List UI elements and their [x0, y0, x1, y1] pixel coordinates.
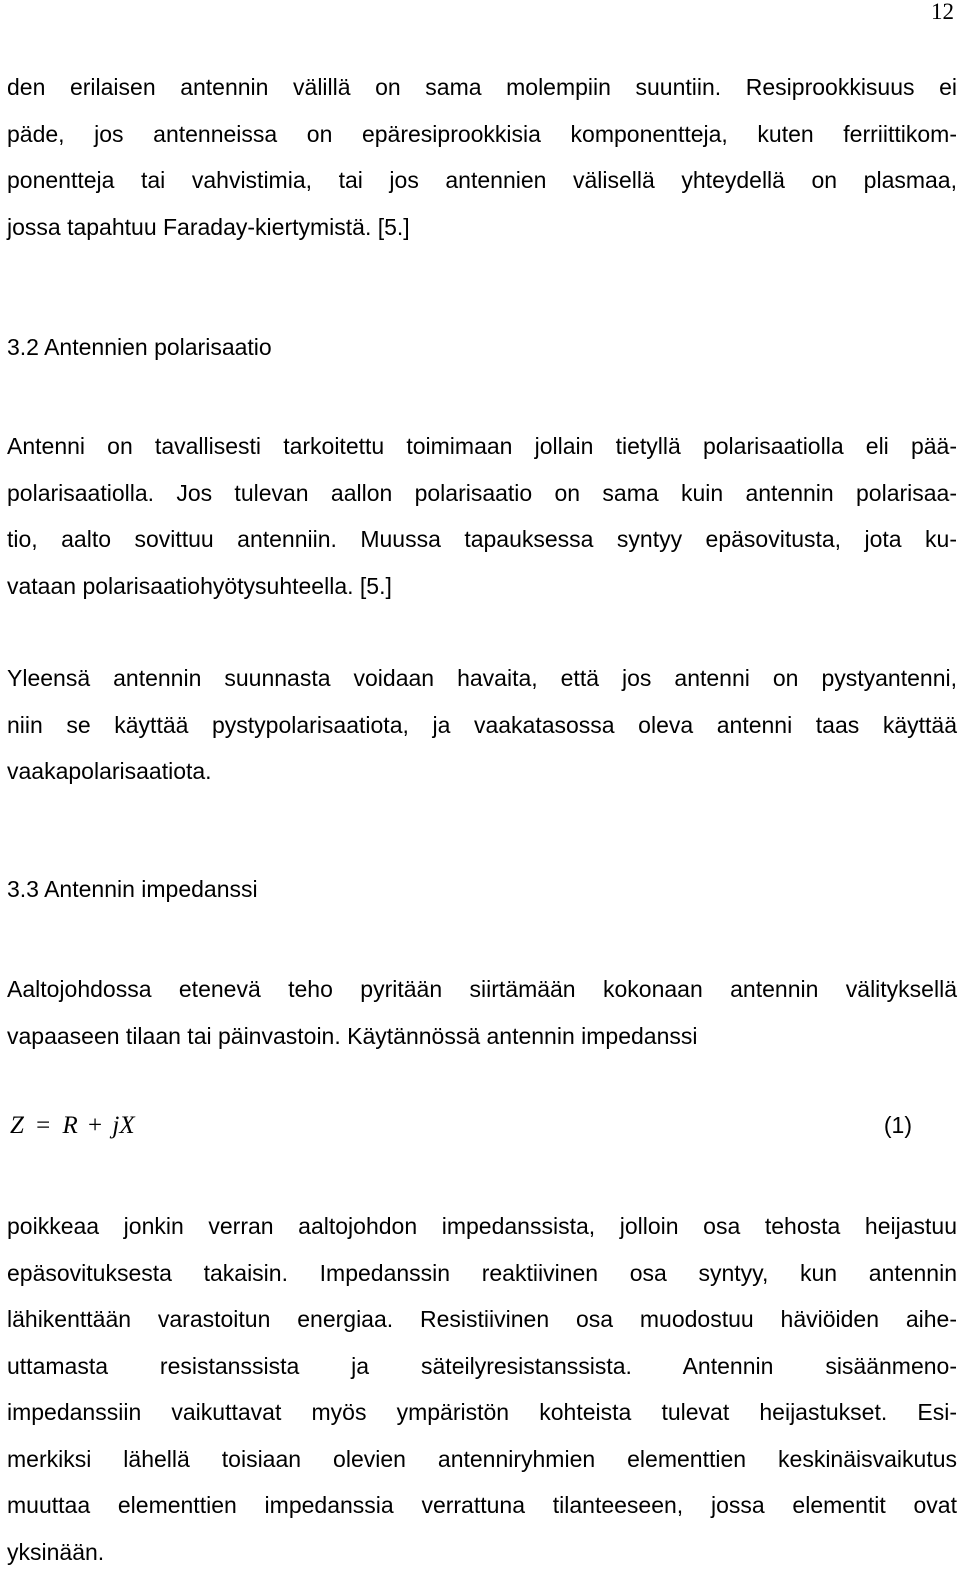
- paragraph-waveguide: [7, 966, 957, 1059]
- paragraph-reciprocity: [7, 64, 957, 250]
- text-line: niin se käyttää pystypolarisaatiota, ja vaakatasossa oleva antenni taas käyttää: [7, 702, 957, 749]
- text-line: vaakapolarisaatiota.: [7, 748, 957, 795]
- text-line: poikkeaa jonkin verran aaltojohdon impedanssista, jolloin osa tehosta heijastuu: [7, 1203, 957, 1250]
- section-heading-3-3: 3.3 Antennin impedanssi: [7, 874, 258, 904]
- equation-number: (1): [884, 1112, 912, 1139]
- equation-equals: =: [36, 1112, 50, 1139]
- equation-symbol-z: Z: [10, 1112, 24, 1139]
- text-line: lähikenttään varastoitun energiaa. Resistiivinen osa muodostuu häviöiden aihe-: [7, 1296, 957, 1343]
- text-line: impedanssiin vaikuttavat myös ympäristön kohteista tulevat heijastukset. Esi-: [7, 1389, 957, 1436]
- text-line: tio, aalto sovittuu antenniin. Muussa tapauksessa syntyy epäsovitusta, jota ku-: [7, 516, 957, 563]
- text-line: vapaaseen tilaan tai päinvastoin. Käytännössä antennin impedanssi: [7, 1013, 957, 1060]
- text-line: yksinään.: [7, 1529, 957, 1575]
- paragraph-direction: [7, 655, 957, 795]
- equation-symbol-jx: jX: [112, 1112, 134, 1139]
- text-line: polarisaatiolla. Jos tulevan aallon polarisaatio on sama kuin antennin polarisaa-: [7, 470, 957, 517]
- text-line: vataan polarisaatiohyötysuhteella. [5.]: [7, 563, 957, 610]
- equation-impedance: [7, 1110, 912, 1146]
- text-line: ponentteja tai vahvistimia, tai jos antennien välisellä yhteydellä on plasmaa,: [7, 157, 957, 204]
- equation-formula: [10, 1112, 135, 1140]
- text-line: den erilaisen antennin välillä on sama molempiin suuntiin. Resiprookkisuus ei: [7, 64, 957, 111]
- text-line: muuttaa elementtien impedanssia verrattuna tilanteeseen, jossa elementit ovat: [7, 1482, 957, 1529]
- text-line: Antenni on tavallisesti tarkoitettu toimimaan jollain tietyllä polarisaatiolla eli pää-: [7, 423, 957, 470]
- text-line: Aaltojohdossa etenevä teho pyritään siirtämään kokonaan antennin välityksellä: [7, 966, 957, 1013]
- text-line: Yleensä antennin suunnasta voidaan havaita, että jos antenni on pystyantenni,: [7, 655, 957, 702]
- text-line: päde, jos antenneissa on epäresiprookkisia komponentteja, kuten ferriittikom-: [7, 111, 957, 158]
- text-line: merkiksi lähellä toisiaan olevien antenniryhmien elementtien keskinäisvaikutus: [7, 1436, 957, 1483]
- text-line: uttamasta resistanssista ja säteilyresistanssista. Antennin sisäänmeno-: [7, 1343, 957, 1390]
- text-line: jossa tapahtuu Faraday-kiertymistä. [5.]: [7, 204, 957, 251]
- page-number: 12: [931, 0, 954, 24]
- text-line: epäsovituksesta takaisin. Impedanssin reaktiivinen osa syntyy, kun antennin: [7, 1250, 957, 1297]
- section-heading-3-2: 3.2 Antennien polarisaatio: [7, 332, 272, 362]
- equation-symbol-r: R: [63, 1112, 78, 1139]
- equation-plus: +: [88, 1112, 102, 1139]
- paragraph-polarisation: [7, 423, 957, 609]
- paragraph-mismatch: [7, 1203, 957, 1575]
